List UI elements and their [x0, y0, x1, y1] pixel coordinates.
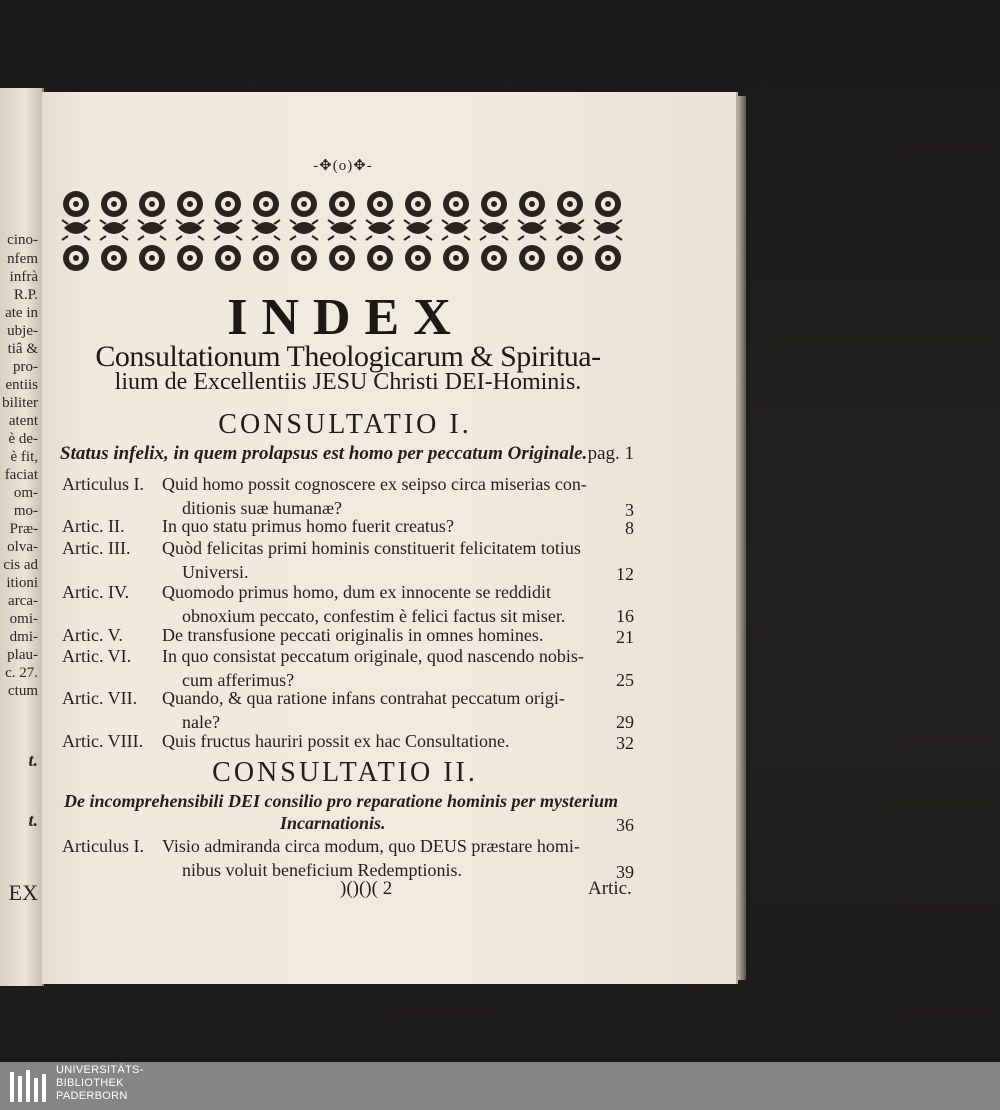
- consultatio-2-title-line-1: De incomprehensibili DEI consilio pro reparatione hominis per mysterium: [64, 791, 619, 811]
- left-fragment: om-: [13, 485, 38, 501]
- left-fragment: Præ-: [9, 521, 38, 537]
- left-fragment: nfem: [7, 251, 38, 267]
- entry-label: Artic. IV.: [62, 582, 130, 602]
- entry-label: Articulus I.: [62, 836, 144, 856]
- entry-label: Artic. II.: [62, 516, 125, 536]
- previous-page-edge: [0, 88, 44, 986]
- entry-text: Visio admiranda circa modum, quo DEUS præstare homi-: [162, 836, 580, 856]
- entry-text: Quis fructus hauriri possit ex hac Consultatione.: [162, 731, 510, 751]
- consultatio-heading-1: CONSULTATIO I.: [218, 409, 472, 440]
- entry-label: Artic. V.: [62, 625, 123, 645]
- left-fragment: biliter: [2, 395, 38, 411]
- entry-text: Quomodo primus homo, dum ex innocente se reddidit: [162, 582, 551, 602]
- entry-label: Articulus I.: [62, 474, 144, 494]
- left-fragment: tiâ &: [7, 341, 38, 357]
- consultatio-heading-2: CONSULTATIO II.: [212, 757, 478, 788]
- entry-page-number: 16: [616, 606, 634, 626]
- page-title: INDEX: [227, 289, 465, 346]
- left-fragment: dmi-: [9, 629, 38, 645]
- entry-text-continued: obnoxium peccato, confestim è felici factus sit miser.: [182, 606, 566, 626]
- left-fragment: ate in: [5, 305, 38, 321]
- left-fragment: è fit,: [10, 449, 38, 465]
- entry-page-number: 32: [616, 733, 634, 753]
- footer-bar: [0, 1062, 1000, 1110]
- left-fragment: è de-: [8, 431, 38, 447]
- entry-page-number: 21: [616, 627, 634, 647]
- left-fragment: plau-: [7, 647, 38, 663]
- page-edge-shadow: [736, 96, 746, 980]
- library-logo-text: [56, 1064, 144, 1103]
- signature-mark: )()()( 2: [340, 878, 393, 899]
- entry-text: Quòd felicitas primi hominis constituerit felicitatem totius: [162, 538, 581, 558]
- left-fragment: cis ad: [3, 557, 38, 573]
- left-fragment: olva-: [7, 539, 38, 555]
- left-fragment: arca-: [8, 593, 38, 609]
- entry-text-continued: ditionis suæ humanæ?: [182, 498, 343, 518]
- logo-line-1: UNIVERSITÄTS-: [56, 1064, 144, 1076]
- left-fragment: EX: [8, 880, 38, 905]
- left-fragment: itioni: [6, 575, 38, 591]
- entry-text: Quando, & qua ratione infans contrahat peccatum origi-: [162, 688, 565, 708]
- left-fragment: faciat: [4, 467, 38, 483]
- entry-page-number: 25: [616, 670, 634, 690]
- left-fragment: R.P.: [13, 287, 38, 303]
- entry-text-continued: nibus voluit beneficium Redemptionis.: [182, 860, 462, 880]
- subtitle-line-2: lium de Excellentiis JESU Christi DEI-Hominis.: [114, 369, 582, 395]
- left-fragment: pro-: [13, 359, 38, 375]
- left-fragment: c. 27.: [5, 665, 38, 681]
- entry-page-number: 3: [625, 500, 634, 520]
- consultatio-2-page: 36: [616, 815, 634, 835]
- left-fragment: entiis: [5, 377, 38, 393]
- consultatio-1-title-text: Status infelix, in quem prolapsus est homo per peccatum Originale.: [60, 443, 588, 464]
- left-fragment: infrà: [9, 269, 38, 285]
- entry-page-number: 29: [616, 712, 634, 732]
- left-fragment: t.: [28, 810, 38, 830]
- entry-text: In quo statu primus homo fuerit creatus?: [162, 516, 454, 536]
- logo-line-2: BIBLIOTHEK: [56, 1077, 124, 1089]
- entry-text: Quid homo possit cognoscere ex seipso circa miserias con-: [162, 474, 587, 494]
- entry-label: Artic. VI.: [62, 646, 132, 666]
- left-fragment: t.: [28, 750, 38, 770]
- entry-text-continued: cum afferimus?: [182, 670, 295, 690]
- left-fragment: ubje-: [7, 323, 38, 339]
- left-fragment: atent: [8, 413, 38, 429]
- entry-text: In quo consistat peccatum originale, quod nascendo nobis-: [162, 646, 584, 666]
- entry-label: Artic. III.: [62, 538, 131, 558]
- entry-page-number: 39: [616, 862, 634, 882]
- left-fragment: omi-: [9, 611, 38, 627]
- subtitle-line-1: Consultationum Theologicarum & Spiritua-: [95, 340, 601, 373]
- entry-page-number: 12: [616, 564, 634, 584]
- logo-line-3: PADERBORN: [56, 1090, 128, 1102]
- entry-page-number: 8: [625, 518, 634, 538]
- catchword: Artic.: [588, 878, 632, 899]
- left-fragment: cino-: [7, 232, 38, 248]
- consultatio-1-title: [60, 443, 634, 465]
- running-head-ornament: -✥(o)✥-: [313, 158, 373, 174]
- library-logo-icon: [8, 1066, 48, 1106]
- left-fragment: mo-: [13, 503, 38, 519]
- consultatio-1-page: pag. 1: [587, 443, 634, 464]
- entry-text-continued: nale?: [182, 712, 220, 732]
- entry-label: Artic. VII.: [62, 688, 138, 708]
- entry-label: Artic. VIII.: [62, 731, 144, 751]
- floral-headpiece-ornament: [58, 188, 630, 274]
- entry-text-continued: Universi.: [182, 562, 249, 582]
- left-fragment: ctum: [8, 683, 38, 699]
- entry-text: De transfusione peccati originalis in omnes homines.: [162, 625, 544, 645]
- consultatio-2-title-line-2: Incarnationis.: [280, 813, 386, 833]
